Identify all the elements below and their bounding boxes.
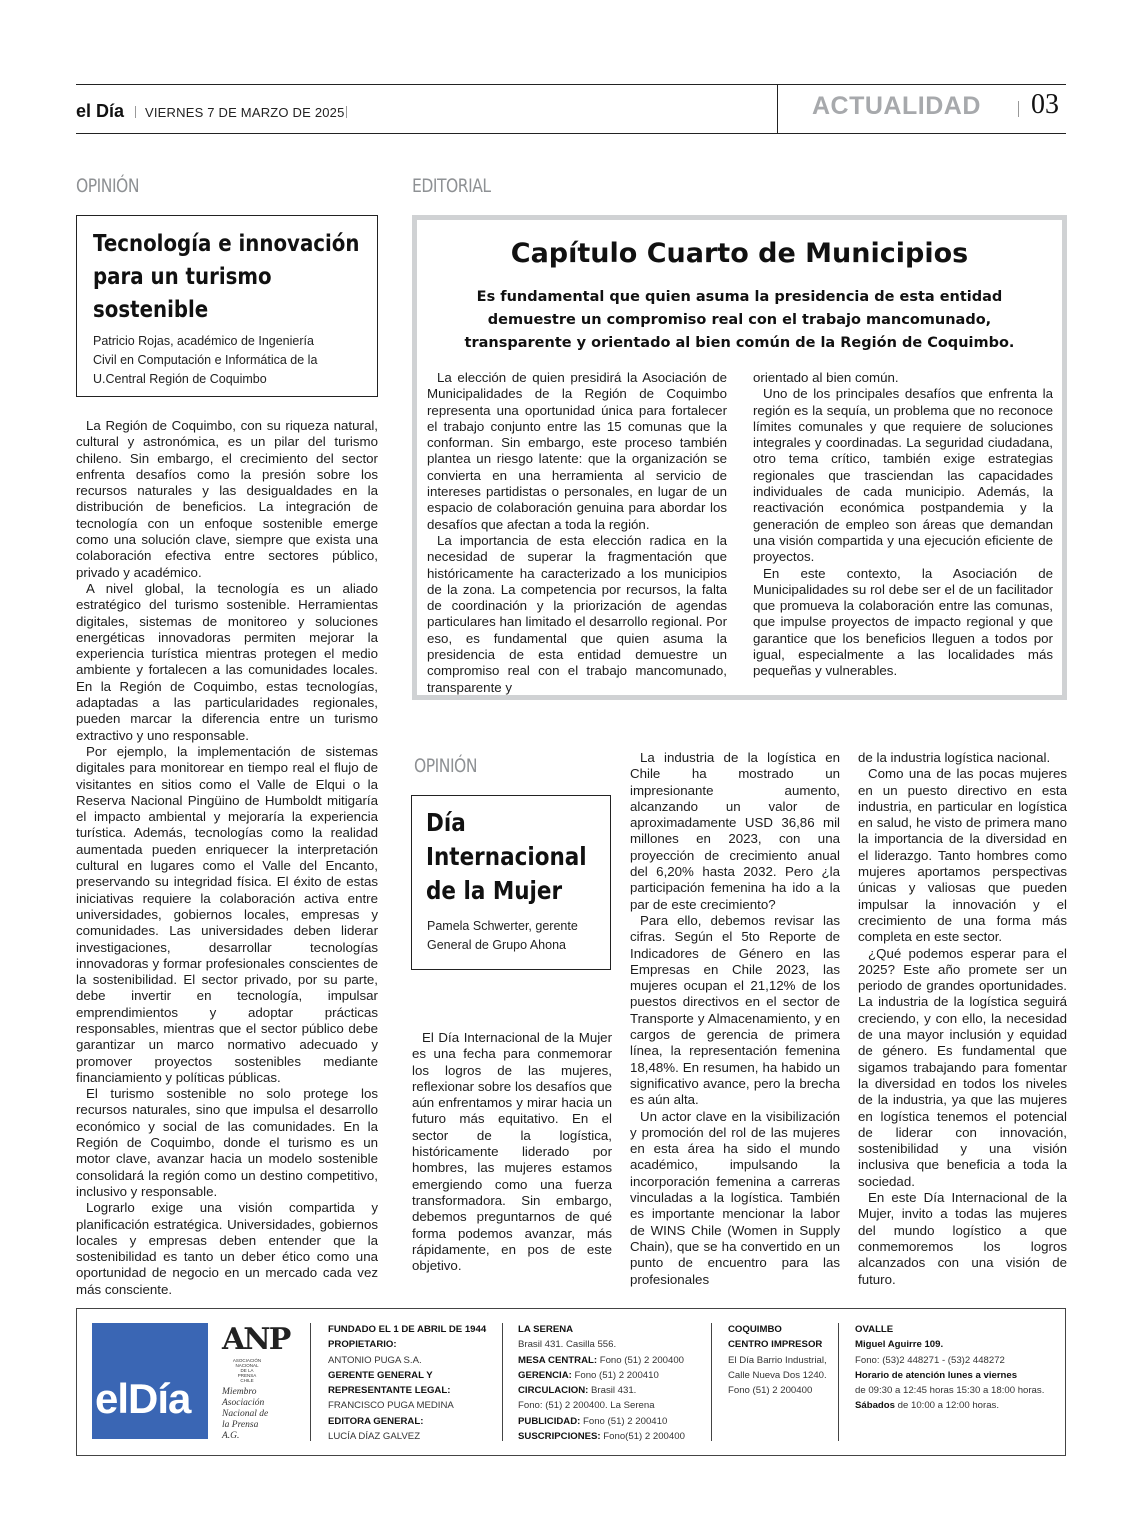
editorial-title: Capítulo Cuarto de Municipios: [510, 238, 969, 269]
opinion2-col-2: [630, 750, 840, 1288]
byline-line: Patricio Rojas, académico de Ingeniería: [93, 334, 314, 348]
masthead-line: CIRCULACION: Brasil 431.: [518, 1385, 637, 1397]
byline-line: Pamela Schwerter, gerente: [427, 919, 578, 933]
masthead-line: PUBLICIDAD: Fono (51) 2 200410: [518, 1415, 668, 1427]
paragraph: ¿Qué podemos esperar para el 2025? Este año promete ser un periodo de grandes oportunidades. La industria de la logística seguirá creciendo, y con ello, la necesidad de una mayor inclusión y equidad de género. Es fundamental que sigamos trabajando para fomentar la diversidad en todos los niveles de la industria, ya que las mujeres en logística tenemos el potencial de liderar con innovación, sostenibilidad y una visión inclusiva que beneficia a toda la sociedad.: [858, 945, 1067, 1189]
masthead-line: Calle Nueva Dos 1240.: [728, 1369, 827, 1381]
masthead-line: GERENCIA: Fono (51) 2 200410: [518, 1369, 659, 1381]
header-bottom-rule: [76, 133, 1066, 134]
paragraph-continued: de la industria logística nacional.: [858, 750, 1051, 765]
masthead-line: PROPIETARIO:: [328, 1339, 397, 1351]
masthead-line: de 09:30 a 12:45 horas 15:30 a 18:00 horas.: [855, 1385, 1045, 1397]
member-line: Miembro: [222, 1387, 257, 1397]
masthead-line: Brasil 431. Casilla 556.: [518, 1339, 617, 1351]
masthead-line: Sábados de 10:00 a 12:00 horas.: [855, 1400, 1000, 1412]
member-line: Nacional de: [222, 1409, 269, 1419]
masthead-line: Miguel Aguirre 109.: [855, 1339, 944, 1351]
opinion1-body: [76, 418, 378, 1298]
paragraph-continued: orientado al bien común.: [753, 370, 899, 385]
byline-line: U.Central Región de Coquimbo: [93, 372, 267, 386]
member-text: [222, 1387, 268, 1442]
header-sep-1: [135, 106, 136, 118]
title-line: Internacional: [426, 842, 587, 871]
paragraph: A nivel global, la tecnología es un aliado estratégico del turismo sostenible. Herramientas digitales, sistemas de monitoreo y soluciones energéticas innovadoras permiten mejorar la experiencia turística mientras protegen el medio ambiente y fortalecen a las comunidades locales. En la Región de Coquimbo, estas tecnologías, adaptadas a las particularidades regionales, pueden marcar la diferencia entre un turismo extractivo y uno responsable.: [76, 580, 378, 743]
paragraph: El turismo sostenible no solo protege los recursos naturales, sino que impulsa el desarrollo económico y social de las comunidades. En la Región de Coquimbo, donde el turismo es un motor clave, avanzar hacia un modelo sostenible consolidará la región como un destino competitivo, inclusivo y responsable.: [76, 1086, 378, 1199]
paragraph: La Región de Coquimbo, con su riqueza natural, cultural y astronómica, es un pilar del turismo chileno. Sin embargo, el crecimiento del sector enfrenta desafíos como la presión sobre los recursos naturales y las desigualdades en la distribución de beneficios. La integración de tecnología con un enfoque sostenible emerge como una solución clave, siempre que exista una colaboración efectiva entre sectores público, privado y académico.: [76, 418, 378, 580]
masthead-line: OVALLE: [855, 1324, 894, 1335]
opinion1-title: [93, 228, 359, 327]
editorial-col-1: [427, 370, 727, 696]
header-date: VIERNES 7 DE MARZO DE 2025: [145, 105, 345, 120]
paragraph: Como una de las pocas mujeres en un puesto directivo en esta industria, en particular en logística en salud, he visto de primera mano la importancia de la diversidad en el liderazgo. Tanto hombres como mujeres aportamos perspectivas únicas y valiosas que pueden impulsar la innovación y el crecimiento de una forma más completa en este sector.: [858, 766, 1067, 945]
masthead-line: Fono: (51) 2 200400. La Serena: [518, 1400, 655, 1412]
masthead-line: El Día Barrio Industrial,: [728, 1354, 827, 1366]
masthead-line: FUNDADO EL 1 DE ABRIL DE 1944: [328, 1324, 487, 1335]
title-line: sostenible: [93, 297, 209, 323]
anp-logo-caption: ASOCIACIÓN NACIONAL DE LA PRENSA CHILE: [232, 1358, 262, 1383]
byline-line: Civil en Computación e Informática de la: [93, 353, 318, 367]
masthead-ovalle: [855, 1322, 1044, 1414]
paragraph: El Día Internacional de la Mujer es una fecha para conmemorar los logros de las mujeres, reflexionar sobre los desafíos que aún enfrentamos y mirar hacia un futuro más equitativo. En el sector de la logística, históricamente liderado por hombres, las mujeres estamos emergiendo como una fuerza transformadora. Sin embargo, debemos preguntarnos de qué forma podemos avanzar, más rápidamente, en pos de este objetivo.: [412, 1030, 612, 1274]
masthead-line: REPRESENTANTE LEGAL:: [328, 1385, 451, 1397]
title-line: para un turismo: [93, 264, 272, 290]
opinion1-kicker: OPINIÓN: [76, 175, 139, 197]
byline-line: General de Grupo Ahona: [427, 938, 566, 952]
title-line: Día: [426, 808, 466, 837]
paragraph: En este contexto, la Asociación de Municipalidades su rol debe ser el de un facilitador que promueva la colaboración entre las comunas, que impulse proyectos de impacto regional y que garantice que los beneficios lleguen a todos por igual, especialmente a las localidades más pequeñas y vulnerables.: [753, 565, 1053, 679]
member-line: Asociación: [222, 1398, 265, 1408]
paragraph: Para ello, debemos revisar las cifras. Según el 5to Reporte de Indicadores de Género en las Empresas en Chile 2023, las mujeres ocupan el 21,12% de los puestos directivos en el sector de Transporte y Almacenamiento, y en cargos de gerencia de primera línea, la representación femenina 18,48%. En resumen, ha habido un significativo avance, pero la brecha es aún alta.: [630, 912, 840, 1108]
editorial-kicker: EDITORIAL: [412, 175, 491, 197]
opinion2-col-1: [412, 1030, 612, 1274]
paragraph: Por ejemplo, la implementación de sistemas digitales para monitorear en tiempo real el flujo de visitantes en sitios como el Valle de Elqui o la Reserva Nacional Pingüino de Humboldt mitigaría el impacto ambiental y mejoraría la experiencia turística. Además, tecnologías como la realidad aumentada pueden enriquecer la interpretación cultural en lugares como el Valle del Encanto, preservando su integridad física. El éxito de estas iniciativas requiere la colaboración activa entre universidades, gobiernos locales, empresas y comunidades. Las universidades deben liderar investigaciones, desarrollar tecnologías innovadoras y formar profesionales conscientes de la sostenibilidad. El sector privado, por su parte, debe invertir en tecnología, impulsar emprendimientos y adoptar prácticas responsables, mientras que el sector público debe garantizar un marco normativo adecuado y promover proyectos sostenibles mediante financiamiento y políticas públicas.: [76, 743, 378, 1085]
opinion1-byline: [93, 332, 373, 389]
opinion2-title-box: [411, 795, 611, 970]
masthead-line: CENTRO IMPRESOR: [728, 1339, 823, 1351]
masthead-line: EDITORA GENERAL:: [328, 1415, 424, 1427]
masthead-line: COQUIMBO: [728, 1324, 782, 1335]
masthead-line: MESA CENTRAL: Fono (51) 2 200400: [518, 1354, 685, 1366]
paragraph: Uno de los principales desafíos que enfrenta la región es la sequía, un problema que no reconoce límites comunales y que requiere de soluciones integrales y coordinadas. La seguridad ciudadana, otro tema crítico, también exige estrategias regionales que trasciendan las capacidades individuales de cada municipio. Además, la reactivación económica postpandemia y la generación de empleo son áreas que demandan una visión compartida y una ejecución eficiente de proyectos.: [753, 386, 1053, 565]
masthead-divider-2: [502, 1323, 503, 1441]
paragraph: La importancia de esta elección radica en la necesidad de superar la fragmentación que históricamente ha caracterizado a los municipios de la zona. La competencia por recursos, la falta de coordinación y la priorización de agendas particulares han limitado el desarrollo regional. Por eso, es fundamental que quien asuma la presidencia de esta entidad demuestre un compromiso real con el trabajo mancomunado, transparente y: [427, 532, 727, 695]
el-dia-logo: [92, 1323, 208, 1439]
title-line: de la Mujer: [426, 876, 563, 905]
paragraph: Lograrlo exige una visión compartida y planificación estratégica. Universidades, gobiernos locales y empresas deben entender que la sostenibilidad es tanto un deber ético como una oportunidad de negocio en un mercado cada vez más consciente.: [76, 1200, 378, 1297]
title-line: Tecnología e innovación: [93, 231, 360, 257]
masthead-line: Fono (51) 2 200400: [728, 1385, 813, 1397]
masthead-line: GERENTE GENERAL Y: [328, 1369, 433, 1381]
paragraph: En este Día Internacional de la Mujer, invito a todas las mujeres del mundo logístico a que conmemoremos los logros alcanzados con una visión de futuro.: [858, 1190, 1067, 1287]
masthead-line: Fono: (53)2 448271 - (53)2 448272: [855, 1354, 1005, 1366]
masthead-line: Horario de atención lunes a viernes: [855, 1369, 1018, 1381]
masthead-divider-3: [711, 1323, 712, 1441]
masthead-divider-4: [838, 1323, 839, 1441]
opinion2-col-3: [858, 750, 1067, 1288]
masthead-divider-1: [310, 1323, 311, 1441]
masthead-line: LUCÍA DÍAZ GALVEZ: [328, 1431, 421, 1443]
masthead-line: ANTONIO PUGA S.A.: [328, 1354, 422, 1366]
masthead-line: LA SERENA: [518, 1324, 574, 1335]
header-sep-3: [1018, 101, 1019, 117]
header-brand: el Día: [76, 101, 125, 121]
masthead-fundado: [328, 1322, 486, 1444]
member-line: A.G.: [222, 1431, 240, 1441]
opinion2-title: [426, 806, 587, 908]
header-top-rule: [76, 84, 1066, 85]
member-line: la Prensa: [222, 1420, 259, 1430]
paragraph: La elección de quien presidirá la Asociación de Municipalidades de la Región de Coquimbo representa una oportunidad única para fortalecer el trabajo conjunto entre las 15 comunas que la conforman. Sin embargo, este proceso también plantea un riesgo latente: que la organización se convierta en una herramienta al servicio de intereses partidistas o personales, en lugar de un espacio de colaboración genuina para abordar los desafíos que afectan a toda la región.: [427, 370, 727, 532]
paragraph: Un actor clave en la visibilización y promoción del rol de las mujeres en esta área ha sido el mundo académico, impulsando la incorporación femenina a carreras vinculadas a la logística. También es importante mencionar la labor de WINS Chile (Women in Supply Chain), que se ha convertido en un punto de encuentro para las profesionales: [630, 1108, 840, 1287]
page-number: 03: [1031, 89, 1059, 120]
section-name: ACTUALIDAD: [812, 92, 981, 120]
opinion2-byline: [427, 917, 578, 955]
paragraph: La industria de la logística en Chile ha mostrado un impresionante aumento, alcanzando un valor de aproximadamente USD 36,86 mil millones en 2023, con una proyección de crecimiento anual del 6,20% hasta 2032. Pero ¿la participación femenina ha ido a la par de este crecimiento?: [630, 750, 840, 912]
header-sep-2: [346, 106, 347, 118]
header-divider: [777, 84, 778, 133]
masthead-line: FRANCISCO PUGA MEDINA: [328, 1400, 454, 1412]
opinion1-title-box: [76, 215, 378, 397]
masthead-line: SUSCRIPCIONES: Fono(51) 2 200400: [518, 1431, 685, 1443]
masthead-la-serena: [518, 1322, 685, 1444]
masthead-coquimbo: [728, 1322, 827, 1398]
editorial-box: [412, 215, 1067, 700]
logo-text: elDía: [95, 1375, 191, 1422]
anp-logo: ANP: [222, 1322, 290, 1357]
editorial-col-2: [753, 370, 1053, 680]
editorial-deck: Es fundamental que quien asuma la presidencia de esta entidad demuestre un compromiso real con el trabajo mancomunado, transparente y orientado al bien común de la Región de Coquimbo.: [464, 289, 1015, 351]
opinion2-kicker: OPINIÓN: [414, 755, 477, 777]
